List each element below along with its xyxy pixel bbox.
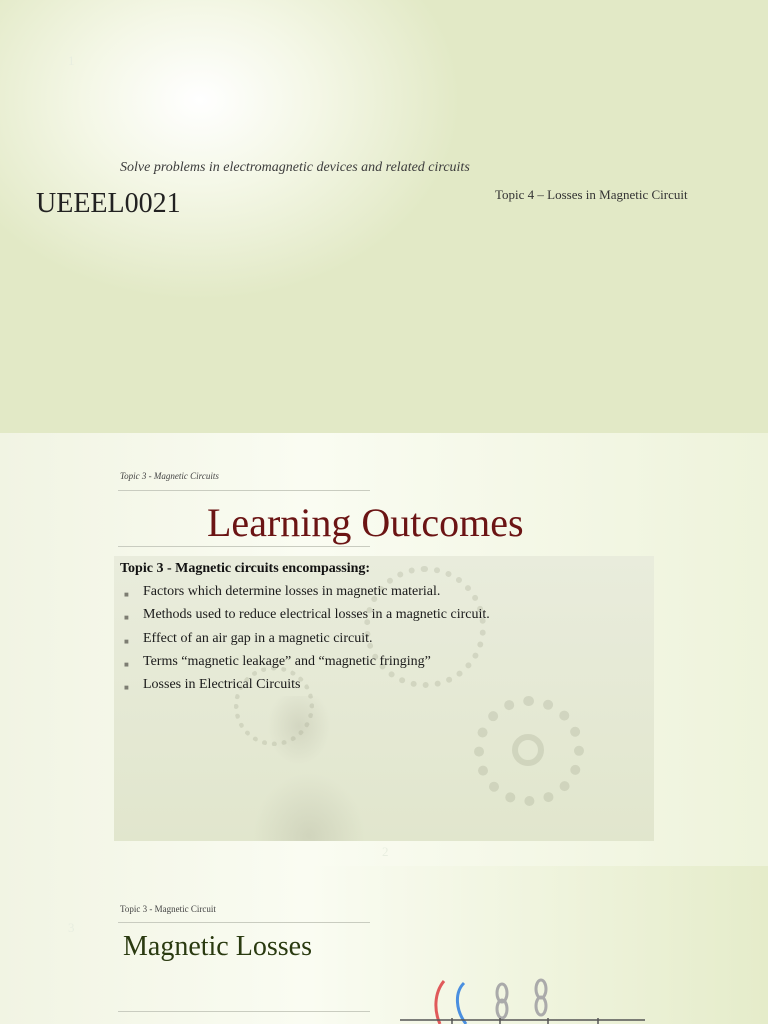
outcomes-list (120, 584, 490, 700)
list-item: ■ Terms “magnetic leakage” and “magnetic fringing” (124, 653, 431, 669)
header-divider (118, 922, 370, 923)
slide-1 (0, 0, 768, 433)
list-item: ■ Methods used to reduce electrical losses in a magnetic circuit. (124, 607, 490, 623)
slide-subtitle: Solve problems in electromagnetic devices and related circuits (120, 160, 470, 175)
topic-title: Topic 4 – Losses in Magnetic Circuit (495, 187, 688, 202)
bullet-icon: ■ (124, 613, 129, 623)
chain-icon (497, 980, 546, 1018)
gear-icon (512, 734, 544, 766)
title-divider (118, 1011, 370, 1012)
slide-3 (0, 866, 768, 1024)
slide-number: 1 (68, 53, 75, 68)
bullet-icon: ■ (124, 659, 129, 669)
thinker-silhouette (229, 696, 389, 841)
red-wire (436, 981, 444, 1024)
magnetic-circuit-illustration (400, 971, 645, 1024)
slide-number: 3 (68, 920, 75, 935)
slide-title: Learning Outcomes (207, 500, 524, 545)
slide-header: Topic 3 - Magnetic Circuits (120, 471, 219, 481)
slide-title: Magnetic Losses (123, 931, 312, 962)
slide-number: 2 (382, 844, 389, 859)
list-item: ■ Effect of an air gap in a magnetic circuit. (124, 630, 373, 646)
slide-2 (0, 433, 768, 866)
bullet-icon: ■ (124, 683, 129, 693)
course-code: UEEEL0021 (36, 188, 181, 219)
bullet-icon: ■ (124, 636, 129, 646)
bullet-icon: ■ (124, 590, 129, 599)
header-divider (118, 490, 370, 491)
outcomes-lead: Topic 3 - Magnetic circuits encompassing: (120, 561, 371, 576)
list-item: ■ Factors which determine losses in magnetic material. (124, 584, 441, 599)
title-divider (118, 546, 370, 547)
list-item: ■ Losses in Electrical Circuits (124, 677, 301, 693)
slide-header: Topic 3 - Magnetic Circuit (120, 904, 216, 914)
blue-wire (457, 983, 466, 1024)
